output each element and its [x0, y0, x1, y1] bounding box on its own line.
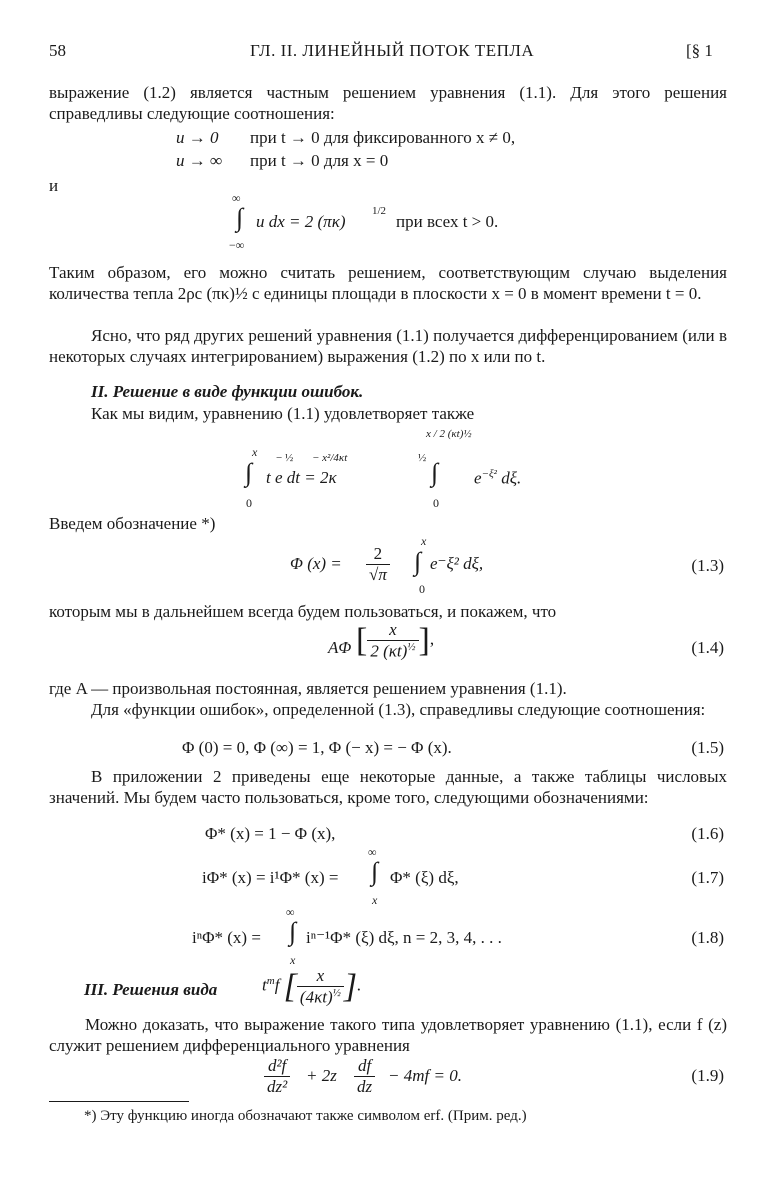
condition-1-rhs: при t → 0 для фиксированного x ≠ 0,: [250, 128, 516, 147]
paragraph-5: Введем обозначение *): [49, 514, 216, 533]
eq-1-7-upper: ∞: [368, 845, 377, 859]
running-title: ГЛ. II. ЛИНЕЙНЫЙ ПОТОК ТЕПЛА: [250, 41, 535, 60]
eq-1-3-lower: 0: [419, 582, 425, 596]
eq-1-7-rhs: Φ* (ξ) dξ,: [390, 868, 459, 887]
paragraph-3: Ясно, что ряд других решений уравнения (1.1) получается дифференцированием (или в некоторых случаях интегрированием) выражения (1.2) по x или по t.: [49, 326, 727, 366]
eq-1-5-label: (1.5): [691, 738, 724, 757]
int2-sign: ∫: [245, 458, 253, 487]
paragraph-2: Таким образом, его можно считать решением, соответствующим случаю выделения количества тепла 2ρc (πκ)½ с единицы площади в плоскости x = 0 в момент времени t = 0.: [49, 263, 727, 303]
eq-1-4-label: (1.4): [691, 638, 724, 657]
int2-upper-limit: x: [252, 445, 258, 459]
paragraph-8: Для «функции ошибок», определенной (1.3), справедливы следующие соотношения:: [91, 700, 706, 719]
int2-upper-frac: x / 2 (κt)½: [426, 428, 472, 440]
eq-1-3-int: ∫: [414, 547, 422, 576]
eq-1-9-label: (1.9): [691, 1066, 724, 1085]
eq-1-8-lhs: iⁿΦ* (x) =: [192, 928, 261, 947]
section-3-formula: $t^mf$ [ $\frac{x}{(4\kappa t)^{\frac{1}{2}}}$ ].: [262, 966, 362, 1007]
condition-2-rhs: при t → 0 для x = 0: [250, 151, 389, 170]
conjunction-and: и: [49, 176, 59, 195]
eq-1-3-lhs: Φ (x) =: [290, 554, 342, 573]
paragraph-9: В приложении 2 приведены еще некоторые данные, а также таблицы числовых значений. Мы будем часто пользоваться, кроме того, следующими обозначениями:: [49, 767, 727, 807]
eq-1-5: Φ (0) = 0, Φ (∞) = 1, Φ (− x) = − Φ (x).: [182, 738, 452, 757]
eq-1-4: AΦ: [328, 638, 352, 657]
int2-exp-e: − x²/4κt: [312, 452, 348, 464]
eq-1-8-int: ∫: [289, 917, 297, 946]
eq-1-8-label: (1.8): [691, 928, 724, 947]
eq-1-8-upper: ∞: [286, 905, 295, 919]
eq-1-7-lower: x: [372, 893, 378, 907]
int-exponent: 1/2: [372, 205, 387, 217]
paragraph-7: где A — произвольная постоянная, является решением уравнения (1.1).: [49, 679, 567, 698]
int2-exp-t: − ½: [276, 452, 294, 464]
int-lower-limit: −∞: [229, 238, 245, 252]
int2-sign-right: ∫: [431, 458, 439, 487]
eq-1-8-lower: x: [290, 953, 296, 967]
int2-rhs: $e^{-\xi^2}$ dξ.: [474, 468, 522, 488]
eq-1-3-label: (1.3): [691, 556, 724, 575]
eq-1-9-df: $\frac{df}{dz}$: [354, 1056, 375, 1097]
paragraph-10: Можно доказать, что выражение такого типа удовлетворяет уравнению (1.1), если f (z) служит решением дифференциального уравнения: [49, 1015, 727, 1055]
footnote: *) Эту функцию иногда обозначают также символом erf. (Прим. ред.): [84, 1108, 527, 1124]
eq-1-3-frac: $\frac{2}{√\pi}$: [366, 544, 390, 585]
eq-1-7-int: ∫: [371, 857, 379, 886]
condition-1-lhs: u → 0: [176, 128, 219, 147]
int-condition: при всех t > 0.: [396, 212, 499, 231]
section-3-title: III. Решения вида: [84, 980, 218, 999]
int2-right-lower: 0: [433, 496, 439, 510]
paragraph-4: Как мы видим, уравнению (1.1) удовлетворяет также: [91, 404, 475, 423]
condition-2-lhs: u → ∞: [176, 151, 223, 170]
int2-lower-limit: 0: [246, 496, 252, 510]
int-body: u dx = 2 (πκ): [256, 212, 346, 231]
eq-1-4-arg: [ $\frac{x}{2 (\kappa t)^{\frac{1}{2}}}$ ],: [356, 620, 435, 661]
eq-1-7-lhs: iΦ* (x) = i¹Φ* (x) =: [202, 868, 339, 887]
eq-1-6: Φ* (x) = 1 − Φ (x),: [205, 824, 336, 843]
int-upper-limit: ∞: [232, 191, 241, 205]
page-number: 58: [49, 41, 66, 60]
eq-1-6-label: (1.6): [691, 824, 724, 843]
section-2-title: II. Решение в виде функции ошибок.: [91, 382, 364, 401]
eq-1-7-label: (1.7): [691, 868, 724, 887]
eq-1-9-mid: + 2z: [306, 1066, 337, 1085]
eq-1-3-rhs: e⁻ξ² dξ,: [430, 554, 484, 573]
int2-exp-k: ½: [418, 452, 427, 464]
eq-1-8-rhs: iⁿ⁻¹Φ* (ξ) dξ, n = 2, 3, 4, . . .: [306, 928, 502, 947]
eq-1-9-tail: − 4mf = 0.: [388, 1066, 462, 1085]
int2-lhs: t e dt = 2κ: [266, 468, 337, 487]
paragraph-1: выражение (1.2) является частным решением уравнения (1.1). Для этого решения справедливы следующие соотношения:: [49, 83, 727, 123]
integral-sign: ∫: [236, 203, 244, 232]
eq-1-3-upper: x: [421, 534, 427, 548]
eq-1-9-d2f: $\frac{\text{d²f}}{\text{dz²}}$: [264, 1056, 290, 1097]
footnote-rule: [49, 1101, 189, 1102]
paragraph-6: которым мы в дальнейшем всегда будем пользоваться, и покажем, что: [49, 602, 557, 621]
section-ref: [§ 1: [686, 41, 713, 60]
